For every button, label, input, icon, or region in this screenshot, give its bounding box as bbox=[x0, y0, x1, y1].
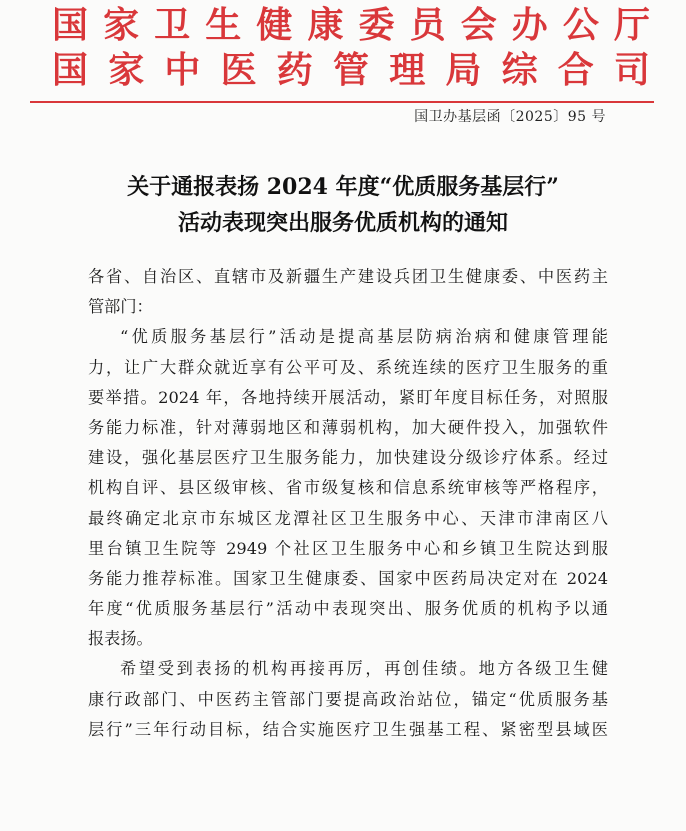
red-header-rule bbox=[30, 101, 654, 103]
paragraph-line: 力，让广大群众就近享有公平可及、系统连续的医疗卫生服务的重 bbox=[88, 357, 608, 377]
paragraph-line: 要举措。2024 年，各地持续开展活动，紧盯年度目标任务，对照服 bbox=[88, 387, 608, 407]
paragraph-line: 最终确定北京市东城区龙潭社区卫生服务中心、天津市津南区八 bbox=[88, 508, 608, 528]
addressee-line: 管部门： bbox=[88, 297, 153, 317]
paragraph-line: 建设，强化基层医疗卫生服务能力，加快建设分级诊疗体系。经过 bbox=[88, 448, 608, 468]
paragraph-line: “优质服务基层行”活动是提高基层防病治病和健康管理能 bbox=[120, 327, 608, 347]
paragraph-line: 报表扬。 bbox=[88, 629, 153, 649]
paragraph-line: 年度“优质服务基层行”活动中表现突出、服务优质的机构予以通 bbox=[88, 599, 608, 619]
paragraph-line: 机构自评、县区级审核、省市级复核和信息系统审核等严格程序， bbox=[88, 478, 608, 498]
paragraph-line: 层行”三年行动目标，结合实施医疗卫生强基工程、紧密型县域医 bbox=[88, 719, 608, 739]
paragraph-line: 康行政部门、中医药主管部门要提高政治站位，锚定“优质服务基 bbox=[88, 689, 608, 709]
document-number: 国卫办基层函〔2025〕95 号 bbox=[414, 109, 606, 125]
document-title-line-1: 关于通报表扬 2024 年度“优质服务基层行” bbox=[127, 174, 559, 200]
addressee-line: 各省、自治区、直辖市及新疆生产建设兵团卫生健康委、中医药主 bbox=[88, 267, 608, 286]
document-body bbox=[88, 262, 608, 745]
paragraph-line: 务能力推荐标准。国家卫生健康委、国家中医药局决定对在 2024 bbox=[88, 568, 608, 588]
paragraph-line: 务能力标准，针对薄弱地区和薄弱机构，加大硬件投入，加强软件 bbox=[88, 417, 608, 437]
paragraph-line: 里台镇卫生院等 2949 个社区卫生服务中心和乡镇卫生院达到服 bbox=[88, 538, 608, 558]
paragraph-line: 希望受到表扬的机构再接再厉，再创佳绩。地方各级卫生健 bbox=[120, 659, 608, 679]
issuer-name-line-1: 国家卫生健康委员会办公厅 bbox=[52, 5, 652, 46]
document-title-line-2: 活动表现突出服务优质机构的通知 bbox=[177, 210, 508, 236]
issuer-name-line-2: 国家中医药管理局综合司 bbox=[52, 50, 652, 91]
